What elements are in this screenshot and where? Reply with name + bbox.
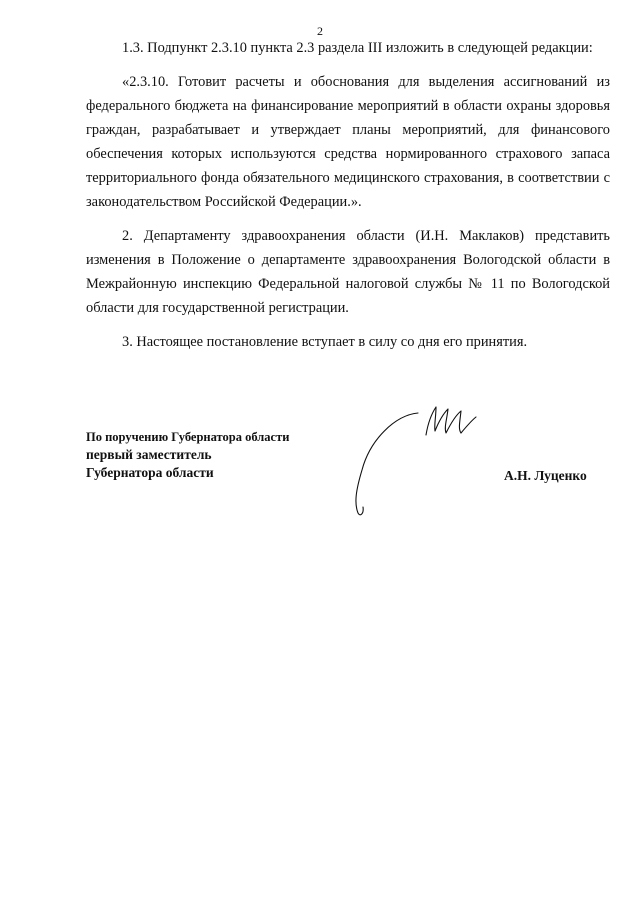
paragraph-1-3: 1.3. Подпункт 2.3.10 пункта 2.3 раздела III изложить в следующей редакции: (122, 40, 593, 56)
signer-name: А.Н. Луценко (504, 468, 587, 483)
handwritten-signature (340, 395, 490, 520)
paragraph-2-3-10: «2.3.10. Готовит расчеты и обоснования для выделения ассигнований из федерального бюджета на финансирование мероприятий в области охраны здоровья граждан, разрабатывает и утверждает планы мероприятий, для финансового обеспечения которых используются средства нормированного страхового запаса территориального фонда обязательного медицинского страхования, в соответствии с законодательством Российской Федерации.». (86, 74, 610, 210)
signature-authority-line: По поручению Губернатора области (86, 430, 290, 444)
paragraph-3: 3. Настоящее постановление вступает в силу со дня его принятия. (122, 334, 528, 350)
signature-block (86, 428, 289, 482)
paragraph-2: 2. Департаменту здравоохранения области (И.Н. Маклаков) представить изменения в Положение о департаменте здравоохранения Вологодской области в Межрайонную инспекцию Федеральной налоговой службы № 11 по Вологодской области для государственной регистрации. (86, 228, 610, 316)
signature-position-line-2: Губернатора области (86, 465, 214, 480)
page-number: 2 (317, 24, 323, 38)
signature-position-line: первый заместитель (86, 447, 212, 462)
document-body (86, 36, 610, 364)
